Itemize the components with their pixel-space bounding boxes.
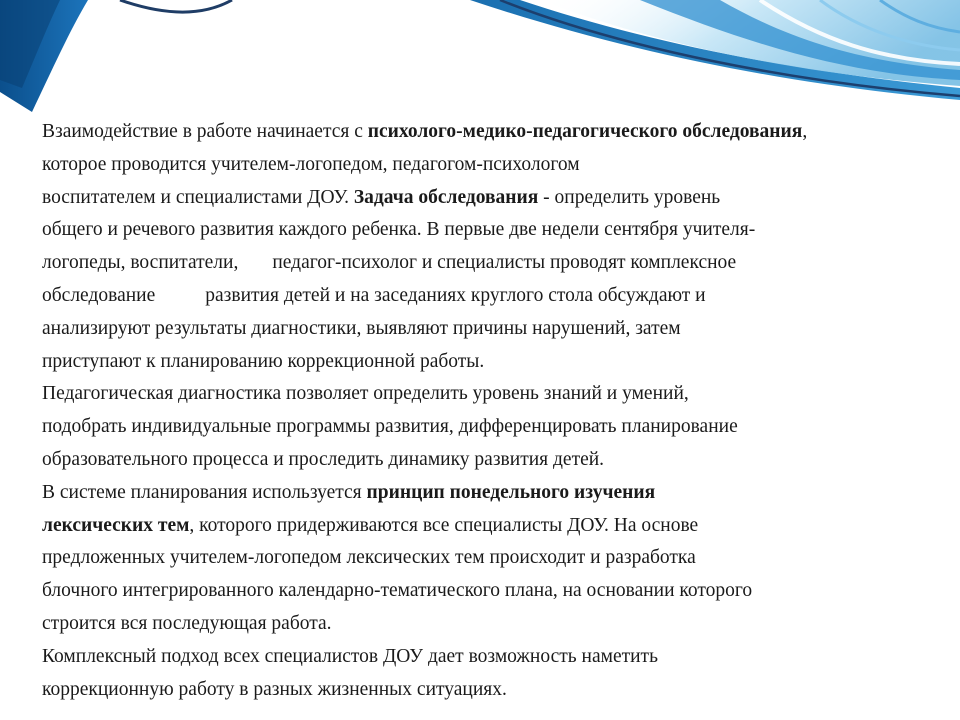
text-line-17: Комплексный подход всех специалистов ДОУ дает возможность наметить: [42, 645, 658, 667]
text-line-14: предложенных учителем-логопедом лексических тем происходит и разработка: [42, 547, 696, 569]
text-line-12: В системе планирования используется принцип понедельного изучения: [42, 481, 656, 503]
text-line-8: приступают к планированию коррекционной работы.: [42, 350, 485, 372]
text-line-7: анализируют результаты диагностики, выявляют причины нарушений, затем: [42, 317, 681, 339]
text-line-2: которое проводится учителем-логопедом, педагогом-психологом: [42, 153, 580, 175]
text-line-5: логопеды, воспитатели, педагог-психолог и специалисты проводят комплексное: [42, 252, 737, 274]
text-line-1: Взаимодействие в работе начинается с психолого-медико-педагогического обследования,: [42, 121, 808, 142]
text-line-3: воспитателем и специалистами ДОУ. Задача обследования - определить уровень: [42, 186, 721, 208]
text-line-11: образовательного процесса и проследить динамику развития детей.: [42, 448, 605, 470]
text-line-16: строится вся последующая работа.: [42, 612, 332, 634]
text-line-13: лексических тем, которого придерживаются все специалисты ДОУ. На основе: [42, 514, 699, 536]
text-line-4: общего и речевого развития каждого ребенка. В первые две недели сентября учителя-: [42, 219, 756, 241]
text-line-9: Педагогическая диагностика позволяет определить уровень знаний и умений,: [42, 383, 689, 405]
text-line-10: подобрать индивидуальные программы развития, дифференцировать планирование: [42, 416, 738, 438]
text-line-15: блочного интегрированного календарно-тематического плана, на основании которого: [42, 580, 753, 602]
body-text: [42, 116, 922, 706]
text-line-6: обследование развития детей и на заседаниях круглого стола обсуждают и: [42, 284, 706, 306]
text-line-18: коррекционную работу в разных жизненных ситуациях.: [42, 678, 507, 700]
swoosh-line-left: [120, 0, 232, 12]
